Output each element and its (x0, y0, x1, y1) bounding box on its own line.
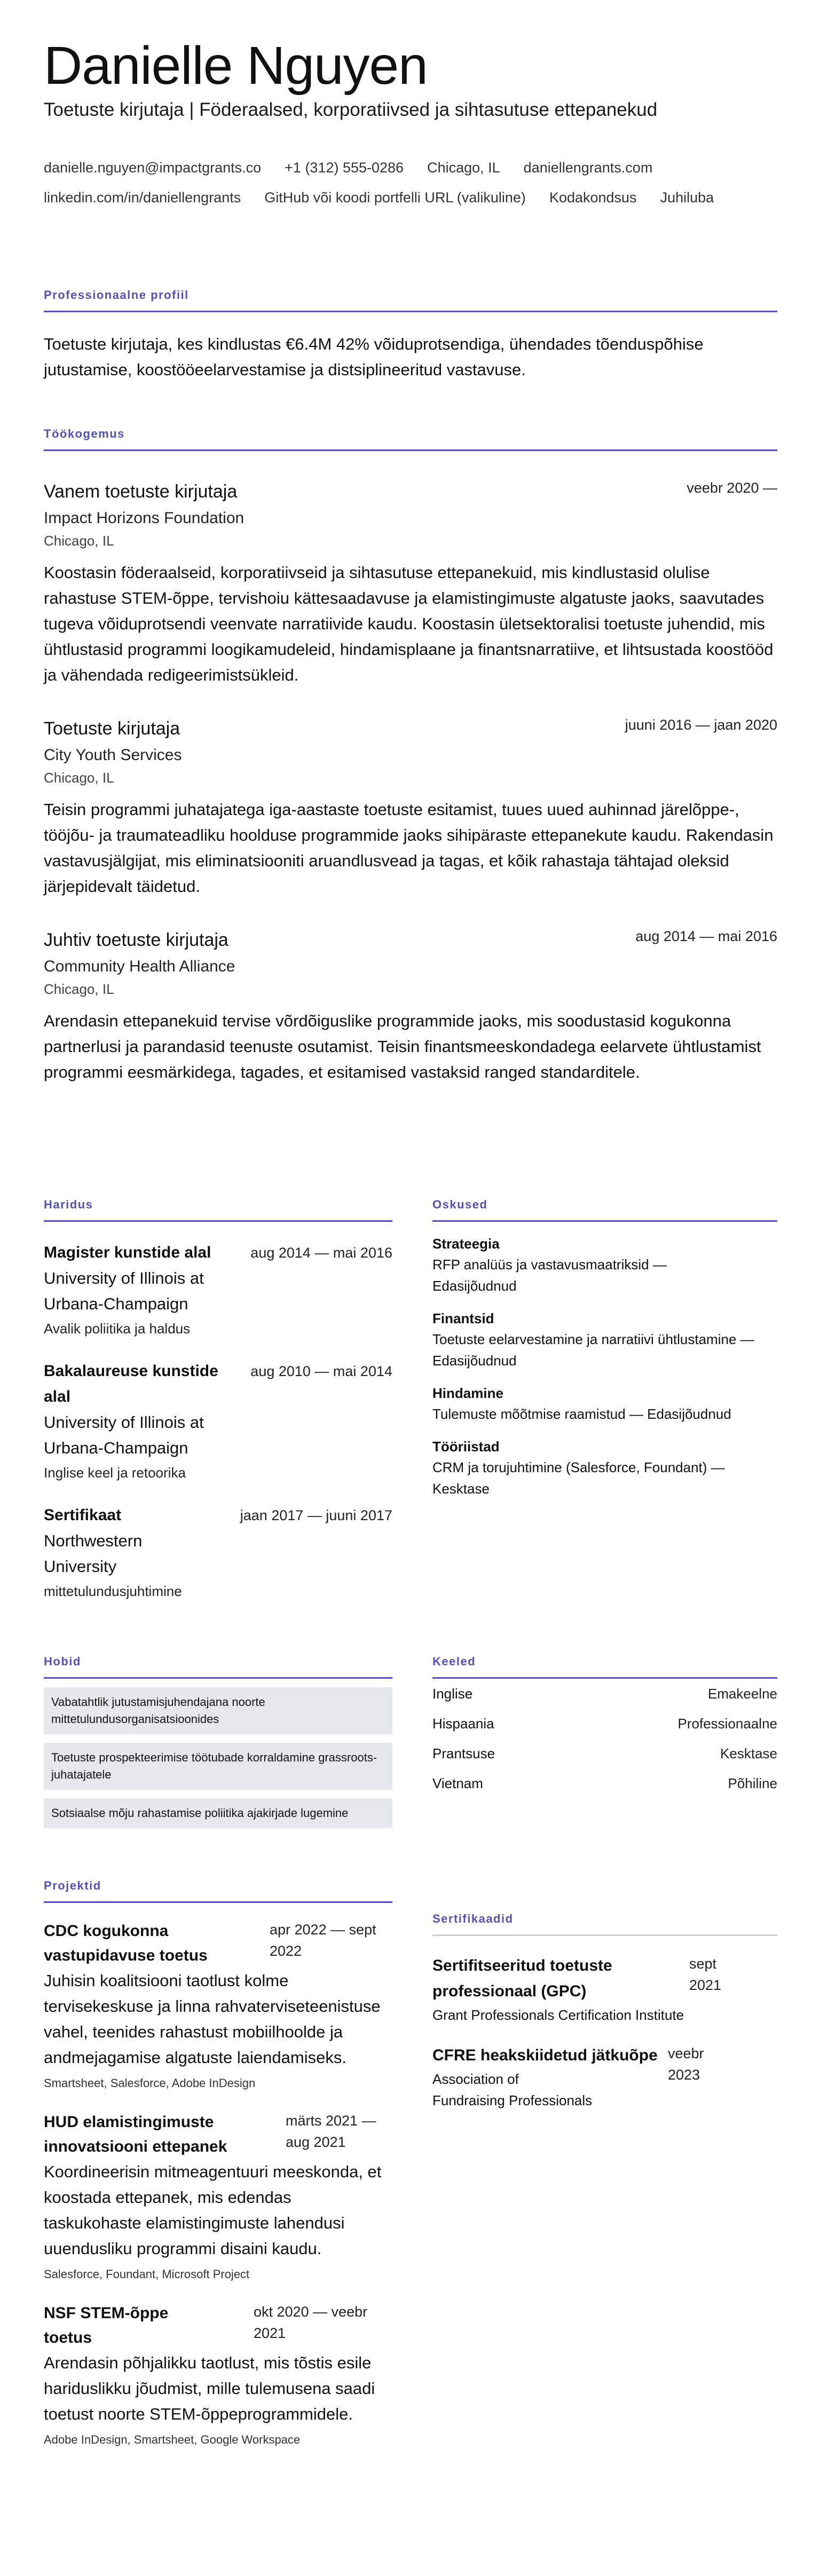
hobbies-section (44, 1655, 392, 1828)
contact-website[interactable]: daniellengrants.com (523, 160, 653, 176)
certification-name: CFRE heakskiidetud jätkuõpe (432, 2046, 658, 2064)
edu-school: Northwestern University (44, 1531, 143, 1576)
contact-location: Chicago, IL (427, 160, 500, 176)
skill-category: Strateegia (432, 1236, 500, 1252)
skill-value: Tulemuste mõõtmise raamistud — Edasijõudnud (432, 1406, 731, 1422)
skill-entry (432, 1383, 777, 1425)
project-entry (44, 2110, 392, 2285)
project-title: CDC kogukonna vastupidavuse toetus (44, 1922, 208, 1964)
contact-phone[interactable]: +1 (312) 555-0286 (285, 160, 404, 176)
contact-linkedin[interactable]: linkedin.com/in/daniellengrants (44, 189, 241, 206)
job-date: juuni 2016 — jaan 2020 (625, 717, 777, 733)
language-row (432, 1709, 777, 1739)
section-divider (44, 311, 777, 312)
project-title: NSF STEM-õppe toetus (44, 2304, 169, 2346)
contact-email[interactable]: danielle.nguyen@impactgrants.co (44, 160, 262, 176)
section-divider (44, 449, 777, 451)
job-entry (44, 717, 777, 899)
profile-section (44, 288, 777, 383)
project-title: HUD elamistingimuste innovatsiooni ettepanek (44, 2113, 227, 2155)
edu-school: University of Illinois at Urbana-Champaign (44, 1269, 204, 1313)
project-tools: Smartsheet, Salesforce, Adobe InDesign (44, 2076, 256, 2090)
skill-value: Toetuste eelarvestamine ja narratiivi ühtlustamine — Edasijõudnud (432, 1331, 754, 1369)
section-divider (432, 1934, 777, 1936)
edu-field: Inglise keel ja retoorika (44, 1465, 186, 1481)
project-description: Juhisin koalitsiooni taotlust kolme tervisekeskuse ja linna rahvaterviseteenistuse vahel, teenides rahastust mobiilhoolde ja andmejagamise algatuste laiendamiseks. (44, 1971, 381, 2067)
job-title: Toetuste kirjutaja (44, 718, 180, 739)
language-level: Põhiline (728, 1775, 777, 1791)
skill-entry (432, 1308, 777, 1371)
hobby-item: Sotsiaalse mõju rahastamise poliitika ajakirjade lugemine (44, 1798, 392, 1828)
edu-degree: Sertifikaat (44, 1506, 122, 1524)
language-name: Vietnam (432, 1775, 483, 1791)
certification-date: sept 2021 (689, 1956, 722, 1993)
skill-category: Tööriistad (432, 1439, 500, 1455)
project-entry (44, 2301, 392, 2451)
certification-issuer: Association of Fundraising Professionals (432, 2071, 593, 2108)
job-date: aug 2014 — mai 2016 (635, 928, 777, 944)
education-entry (44, 1240, 392, 1340)
contact-license: Juhiluba (660, 189, 714, 206)
section-title: Hobid (44, 1655, 81, 1668)
edu-degree: Magister kunstide alal (44, 1244, 211, 1261)
certification-date: veebr 2023 (668, 2045, 704, 2083)
job-entry (44, 928, 777, 1085)
skill-value: RFP analüüs ja vastavusmaatriksid — Edasijõudnud (432, 1257, 667, 1294)
job-description: Arendasin ettepanekuid tervise võrdõiguslike programmide jaoks, mis soodustasid kogukonna partnerlusi ja parandasid teenuste osutamist. Teisin finantsmeeskondadega eelarvete ühtlustamist programmi eesmärkidega, tagades, et esitamised vastaksid ranged standarditele. (44, 1012, 761, 1081)
section-title: Haridus (44, 1198, 93, 1211)
section-divider (44, 1901, 392, 1903)
language-level: Emakeelne (707, 1686, 777, 1702)
skills-section (432, 1198, 777, 1499)
language-level: Professionaalne (677, 1716, 777, 1732)
certifications-section (432, 1912, 777, 2111)
certification-entry (432, 2043, 777, 2111)
education-entry (44, 1358, 392, 1484)
contact-github: GitHub või koodi portfelli URL (valikuline) (264, 189, 526, 206)
project-date: okt 2020 — veebr 2021 (254, 2304, 368, 2341)
language-name: Hispaania (432, 1716, 494, 1732)
edu-school: University of Illinois at Urbana-Champaign (44, 1413, 204, 1457)
certification-entry (432, 1953, 777, 2026)
skill-entry (432, 1234, 777, 1297)
skill-category: Finantsid (432, 1310, 494, 1326)
headline: Toetuste kirjutaja | Föderaalsed, korporatiivsed ja sihtasutuse ettepanekud (44, 99, 658, 120)
project-description: Koordineerisin mitmeagentuuri meeskonda, et koostada ettepanek, mis edendas taskukohaste elamistingimuste lahendusi uuendusliku programmi disaini kaudu. (44, 2162, 382, 2258)
experience-section (44, 427, 777, 1085)
job-company: Impact Horizons Foundation (44, 509, 245, 527)
edu-date: aug 2014 — mai 2016 (250, 1245, 392, 1261)
project-date: apr 2022 — sept 2022 (270, 1922, 376, 1959)
section-title: Projektid (44, 1879, 101, 1892)
language-row (432, 1679, 777, 1709)
projects-section (44, 1879, 392, 2451)
edu-date: jaan 2017 — juuni 2017 (240, 1507, 392, 1523)
job-description: Koostasin föderaalseid, korporatiivseid ja sihtasutuse ettepanekuid, mis kindlustasid olulise rahastuse STEM-õppe, tervishoiu kättesaadavuse ja elamistingimuste algatuste jaoks, saavutades tugeva võiduprotsendi veenvate narratiivide kaudu. Koostasin ületsektoralisi toetuste juhendid, mis ühtlustasid programmi loogikamudeleid, hindamisplaane ja finantsnarratiive, et lihtsustada koostööd ja vähendada redigeerimistsükleid. (44, 563, 774, 684)
language-name: Inglise (432, 1686, 473, 1702)
language-name: Prantsuse (432, 1745, 495, 1761)
language-row (432, 1768, 777, 1798)
edu-field: Avalik poliitika ja haldus (44, 1321, 191, 1337)
edu-degree: Bakalaureuse kunstide alal (44, 1362, 218, 1405)
language-row (432, 1739, 777, 1768)
profile-summary: Toetuste kirjutaja, kes kindlustas €6.4M 42% võiduprotsendiga, ühendades tõenduspõhise jutustamise, koostööeelarvestamise ja distsiplineeritud vastavuse. (44, 335, 704, 379)
hobby-item: Toetuste prospekteerimise töötubade korraldamine grassroots-juhatajatele (44, 1743, 392, 1790)
project-entry (44, 1919, 392, 2094)
section-divider (432, 1220, 777, 1222)
project-date: märts 2021 — aug 2021 (286, 2113, 376, 2150)
job-description: Teisin programmi juhatajatega iga-aastaste toetuste esitamist, tuues uued auhinnad järelõppe-, tööjõu- ja traumateadliku hoolduse programmide jaoks sihipäraste ettepanekute kaudu. Rakendasin vastavusjälgijat, mis eliminatsiooniti aruandlusvead ja tagas, et kõik rahastaja tähtajad oleksid järjepidevalt täidetud. (44, 800, 774, 896)
education-entry (44, 1503, 392, 1603)
job-date: veebr 2020 — (687, 480, 777, 496)
skill-value: CRM ja torujuhtimine (Salesforce, Foundant) — Kesktase (432, 1459, 725, 1497)
contact-citizenship: Kodakondsus (549, 189, 637, 206)
certification-name: Sertifitseeritud toetuste professionaal (GPC) (432, 1957, 612, 2000)
candidate-name: Danielle Nguyen (44, 36, 428, 96)
section-title: Professionaalne profiil (44, 288, 189, 302)
contact-list (44, 153, 777, 212)
job-title: Vanem toetuste kirjutaja (44, 481, 238, 502)
edu-field: mittetulundusjuhtimine (44, 1583, 182, 1599)
education-section (44, 1198, 392, 1603)
project-tools: Adobe InDesign, Smartsheet, Google Workspace (44, 2433, 301, 2446)
job-location: Chicago, IL (44, 770, 114, 786)
section-title: Töökogemus (44, 427, 125, 440)
section-title: Oskused (432, 1198, 488, 1211)
job-title: Juhtiv toetuste kirjutaja (44, 930, 228, 950)
skill-entry (432, 1436, 777, 1499)
language-level: Kesktase (720, 1745, 777, 1761)
job-entry (44, 480, 777, 688)
section-divider (44, 1677, 392, 1679)
hobby-item: Vabatahtlik jutustamisjuhendajana noorte mittetulundusorganisatsioonides (44, 1687, 392, 1734)
job-location: Chicago, IL (44, 533, 114, 549)
project-description: Arendasin põhjalikku taotlust, mis tõstis esile hariduslikku jõudmist, mille tulemusena saadi toetust noorte STEM-õppeprogrammidele. (44, 2353, 375, 2423)
skill-category: Hindamine (432, 1385, 503, 1401)
job-location: Chicago, IL (44, 981, 114, 997)
job-company: Community Health Alliance (44, 958, 235, 975)
certification-issuer: Grant Professionals Certification Institute (432, 2007, 684, 2023)
section-divider (44, 1220, 392, 1222)
job-company: City Youth Services (44, 746, 182, 764)
languages-section (432, 1655, 777, 1798)
edu-date: aug 2010 — mai 2014 (250, 1363, 392, 1379)
project-tools: Salesforce, Foundant, Microsoft Project (44, 2267, 250, 2281)
section-title: Sertifikaadid (432, 1912, 514, 1925)
section-title: Keeled (432, 1655, 476, 1668)
